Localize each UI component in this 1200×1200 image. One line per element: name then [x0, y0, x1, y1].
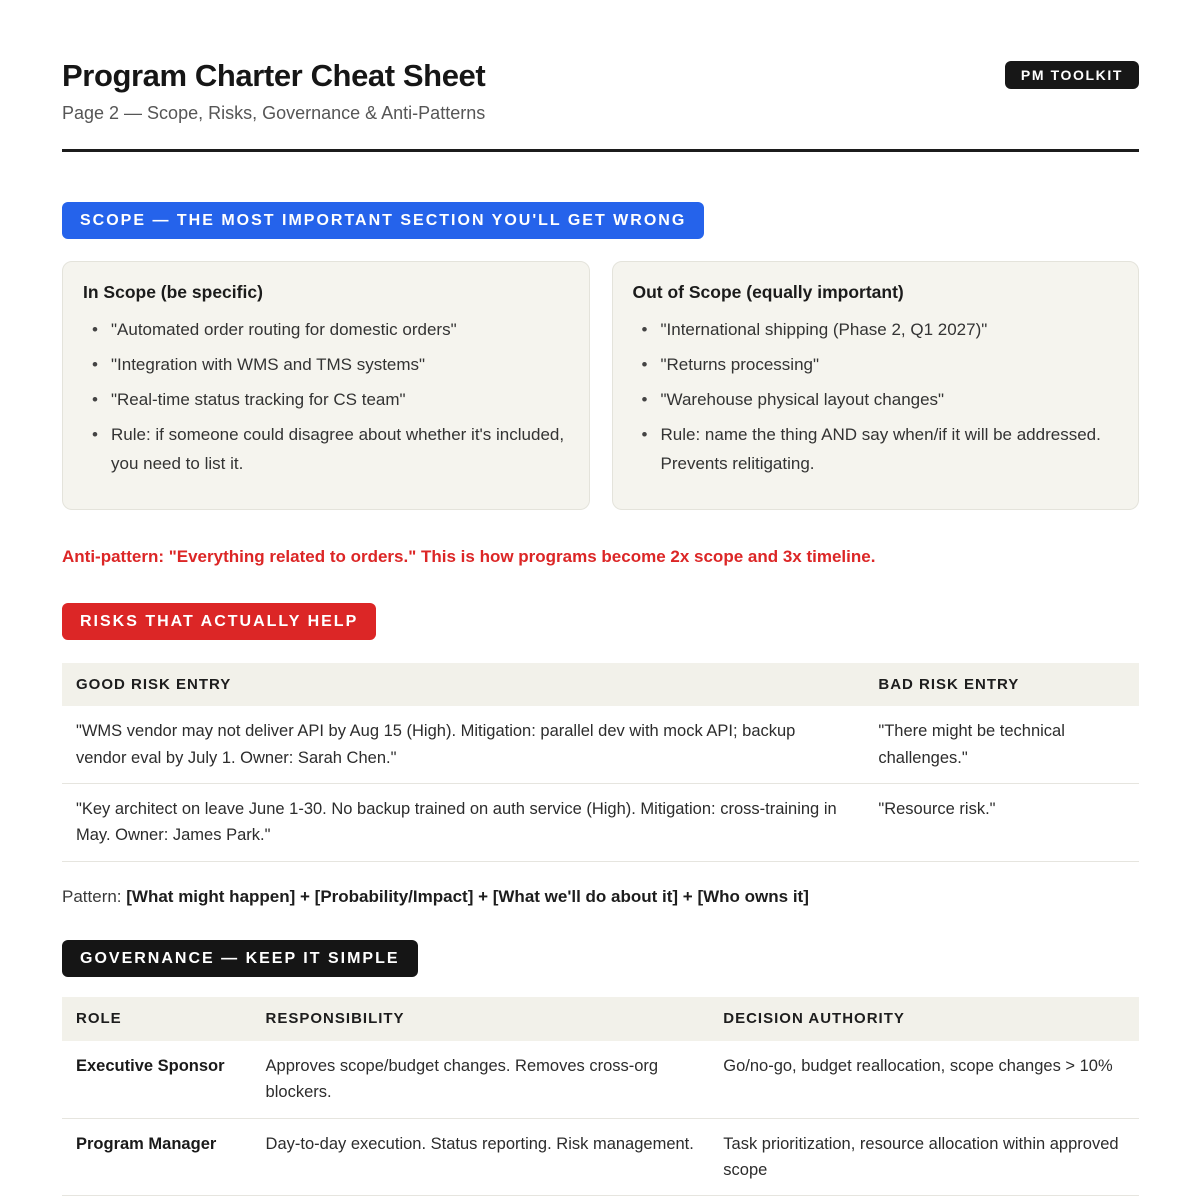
pm-toolkit-badge: PM TOOLKIT	[1005, 61, 1139, 89]
pattern-formula: [What might happen] + [Probability/Impact] + [What we'll do about it] + [Who owns it]	[126, 886, 809, 906]
out-of-scope-card	[612, 261, 1140, 509]
page-subtitle: Page 2 — Scope, Risks, Governance & Anti-Patterns	[62, 102, 486, 123]
scope-cards-row	[62, 261, 1139, 509]
list-item: • "Automated order routing for domestic orders"	[83, 316, 569, 345]
pattern-prefix: Pattern:	[62, 886, 127, 906]
responsibility-column-header: RESPONSIBILITY	[252, 997, 710, 1041]
good-risk-cell: "Key architect on leave June 1-30. No backup trained on auth service (High). Mitigation: cross-training in May. Owner: James Park."	[62, 784, 864, 862]
table-row	[62, 784, 1139, 862]
good-risk-column-header: GOOD RISK ENTRY	[62, 663, 864, 707]
scope-section-banner: SCOPE — THE MOST IMPORTANT SECTION YOU'LL GET WRONG	[62, 202, 704, 239]
role-cell: Program Manager	[62, 1118, 252, 1196]
governance-table-header-row	[62, 997, 1139, 1041]
in-scope-title: In Scope (be specific)	[83, 282, 263, 303]
table-row	[62, 1118, 1139, 1196]
authority-cell: Go/no-go, budget reallocation, scope changes > 10%	[709, 1041, 1139, 1118]
table-row	[62, 706, 1139, 783]
out-of-scope-list	[633, 316, 1119, 478]
governance-section-banner: GOVERNANCE — KEEP IT SIMPLE	[62, 940, 418, 977]
good-risk-cell: "WMS vendor may not deliver API by Aug 15 (High). Mitigation: parallel dev with mock API; backup vendor eval by July 1. Owner: Sarah Chen."	[62, 706, 864, 783]
header-divider	[62, 149, 1139, 152]
page-header-text	[62, 58, 485, 124]
governance-table	[62, 997, 1139, 1196]
responsibility-cell: Day-to-day execution. Status reporting. Risk management.	[252, 1118, 710, 1196]
risk-table	[62, 663, 1139, 862]
table-row	[62, 1041, 1139, 1118]
page-title: Program Charter Cheat Sheet	[62, 58, 486, 93]
list-item: • Rule: name the thing AND say when/if it will be addressed. Prevents relitigating.	[633, 421, 1119, 479]
list-item: • "Returns processing"	[633, 351, 1119, 380]
risk-pattern-note	[62, 886, 1139, 907]
risk-table-header-row	[62, 663, 1139, 707]
anti-pattern-note: Anti-pattern: "Everything related to orders." This is how programs become 2x scope and 3x timeline.	[62, 546, 876, 566]
role-cell: Executive Sponsor	[62, 1041, 252, 1118]
page-header	[62, 58, 1139, 124]
list-item: • "Real-time status tracking for CS team"	[83, 386, 569, 415]
out-of-scope-title: Out of Scope (equally important)	[632, 282, 904, 303]
list-item: • Rule: if someone could disagree about whether it's included, you need to list it.	[83, 421, 569, 479]
list-item: • "International shipping (Phase 2, Q1 2027)"	[633, 316, 1119, 345]
list-item: • "Integration with WMS and TMS systems"	[83, 351, 569, 380]
decision-authority-column-header: DECISION AUTHORITY	[709, 997, 1139, 1041]
in-scope-list	[83, 316, 569, 478]
in-scope-card	[62, 261, 590, 509]
role-column-header: ROLE	[62, 997, 252, 1041]
authority-cell: Task prioritization, resource allocation within approved scope	[709, 1118, 1139, 1196]
bad-risk-cell: "Resource risk."	[864, 784, 1139, 862]
risks-section-banner: RISKS THAT ACTUALLY HELP	[62, 603, 376, 640]
bad-risk-column-header: BAD RISK ENTRY	[864, 663, 1139, 707]
list-item: • "Warehouse physical layout changes"	[633, 386, 1119, 415]
bad-risk-cell: "There might be technical challenges."	[864, 706, 1139, 783]
responsibility-cell: Approves scope/budget changes. Removes cross-org blockers.	[252, 1041, 710, 1118]
